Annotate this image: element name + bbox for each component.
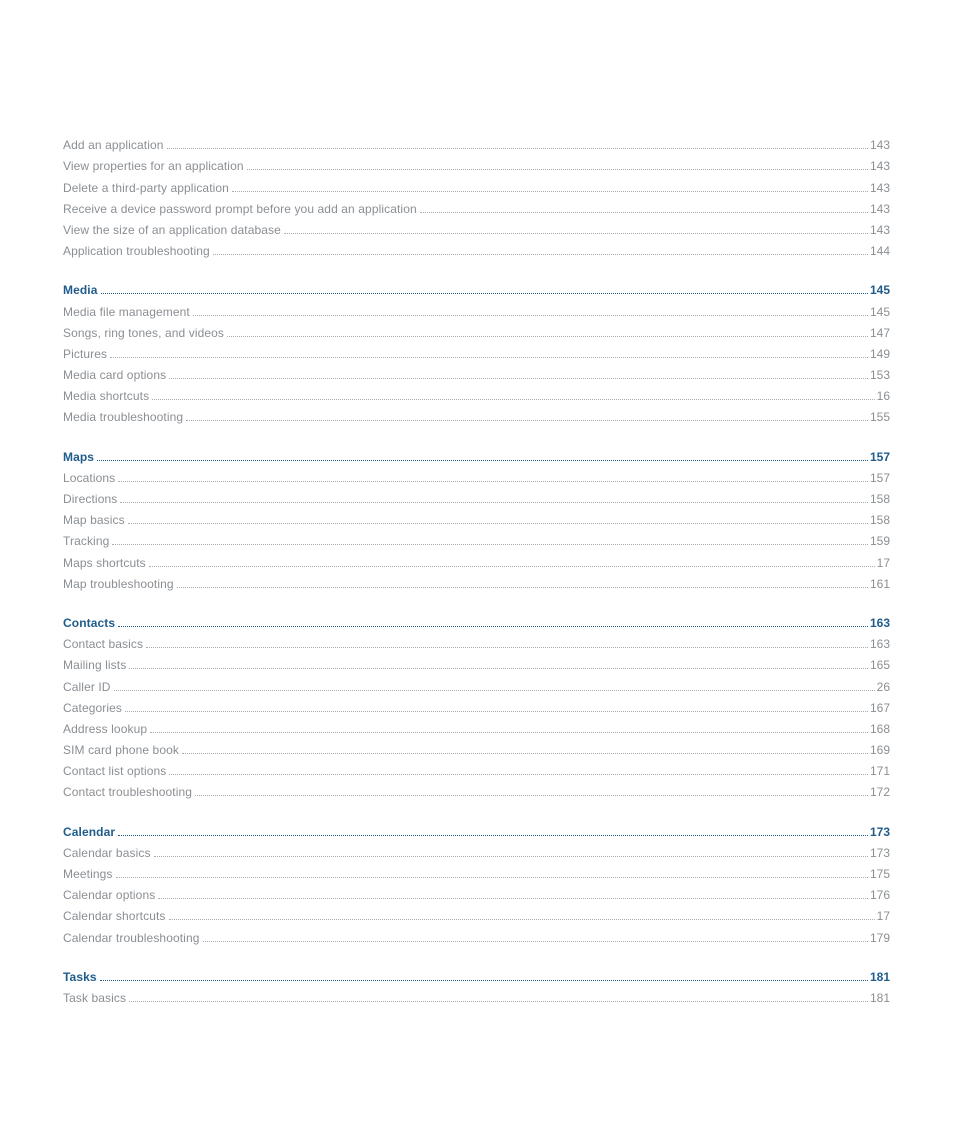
- toc-entry-page: 159: [869, 534, 890, 549]
- toc-heading-title: Contacts: [63, 615, 116, 630]
- dot-leader: [118, 835, 868, 836]
- toc-entry-page: 145: [869, 304, 890, 319]
- toc-entry-page: 165: [869, 658, 890, 673]
- dot-leader: [128, 523, 868, 524]
- dot-leader: [116, 877, 868, 878]
- toc-entry-page: 167: [869, 700, 890, 715]
- toc-heading-media[interactable]: [63, 276, 890, 297]
- dot-leader: [101, 293, 868, 294]
- toc-section-tasks: [63, 963, 890, 1005]
- toc-entry[interactable]: [63, 757, 890, 778]
- toc-heading-tasks[interactable]: [63, 963, 890, 984]
- toc-heading-title: Calendar: [63, 824, 116, 839]
- toc-entry-title: Delete a third-party application: [63, 180, 229, 195]
- dot-leader: [169, 919, 875, 920]
- dot-leader: [129, 668, 868, 669]
- toc-entry-title: Calendar troubleshooting: [63, 930, 200, 945]
- toc-entry-title: Maps shortcuts: [63, 555, 146, 570]
- toc-entry[interactable]: [63, 173, 890, 194]
- toc-section-applications: [63, 131, 890, 258]
- toc-entry-page: 158: [869, 513, 890, 528]
- toc-entry-title: Add an application: [63, 138, 164, 153]
- dot-leader: [169, 774, 868, 775]
- toc-entry-title: View the size of an application database: [63, 222, 281, 237]
- dot-leader: [167, 148, 868, 149]
- toc-entry-page: 172: [869, 785, 890, 800]
- toc-entry-title: Calendar shortcuts: [63, 909, 166, 924]
- toc-entry-title: Media troubleshooting: [63, 410, 184, 425]
- toc-entry[interactable]: [63, 237, 890, 258]
- toc-entry[interactable]: [63, 630, 890, 651]
- toc-entry-page: 143: [869, 222, 890, 237]
- toc-entry[interactable]: [63, 131, 890, 152]
- dot-leader: [146, 647, 868, 648]
- toc-entry[interactable]: [63, 216, 890, 237]
- dot-leader: [110, 357, 868, 358]
- dot-leader: [213, 254, 868, 255]
- dot-leader: [114, 690, 875, 691]
- toc-entry[interactable]: [63, 881, 890, 902]
- toc-entry-title: Calendar options: [63, 888, 156, 903]
- toc-entry-page: 163: [869, 637, 890, 652]
- toc-entry[interactable]: [63, 152, 890, 173]
- toc-heading-page: 145: [869, 283, 890, 298]
- toc-entry-page: 153: [869, 368, 890, 383]
- toc-entry-page: 161: [869, 576, 890, 591]
- toc-heading-title: Tasks: [63, 969, 97, 984]
- dot-leader: [97, 460, 868, 461]
- toc-entry-title: Calendar basics: [63, 845, 151, 860]
- toc-entry-title: Contact list options: [63, 764, 167, 779]
- toc-entry-title: SIM card phone book: [63, 743, 179, 758]
- dot-leader: [232, 191, 868, 192]
- toc-entry-page: 17: [876, 909, 890, 924]
- toc-heading-calendar[interactable]: [63, 817, 890, 838]
- dot-leader: [149, 566, 875, 567]
- toc-entry-page: 176: [869, 888, 890, 903]
- dot-leader: [120, 502, 868, 503]
- toc-entry-page: 171: [869, 764, 890, 779]
- dot-leader: [420, 212, 868, 213]
- toc-entry-page: 144: [869, 244, 890, 259]
- toc-heading-title: Maps: [63, 449, 95, 464]
- toc-entry[interactable]: [63, 651, 890, 672]
- toc-entry[interactable]: [63, 694, 890, 715]
- dot-leader: [125, 711, 868, 712]
- toc-entry[interactable]: [63, 506, 890, 527]
- toc-entry[interactable]: [63, 527, 890, 548]
- dot-leader: [284, 233, 868, 234]
- toc-entry-page: 16: [876, 389, 890, 404]
- dot-leader: [100, 980, 868, 981]
- dot-leader: [186, 420, 868, 421]
- toc-entry[interactable]: [63, 778, 890, 799]
- toc-entry[interactable]: [63, 860, 890, 881]
- toc-entry-page: 173: [869, 845, 890, 860]
- toc-entry-page: 158: [869, 492, 890, 506]
- toc-heading-page: 181: [869, 969, 890, 984]
- toc-entry[interactable]: [63, 485, 890, 506]
- dot-leader: [169, 378, 868, 379]
- toc-entry-page: 143: [869, 201, 890, 216]
- dot-leader: [112, 544, 868, 545]
- toc-entry-title: Media file management: [63, 304, 190, 319]
- toc-entry-title: Directions: [63, 492, 118, 506]
- toc-entry-title: Mailing lists: [63, 658, 127, 673]
- toc-entry-title: Map troubleshooting: [63, 576, 174, 591]
- toc-heading-title: Media: [63, 283, 98, 298]
- toc-heading-maps[interactable]: [63, 442, 890, 463]
- toc-entry-title: Categories: [63, 700, 123, 715]
- toc-section-calendar: [63, 817, 890, 944]
- toc-entry[interactable]: [63, 297, 890, 318]
- toc-heading-page: 163: [869, 615, 890, 630]
- dot-leader: [177, 587, 868, 588]
- toc-section-maps: [63, 442, 890, 590]
- toc-entry[interactable]: [63, 464, 890, 485]
- toc-entry-page: 175: [869, 867, 890, 881]
- toc-section-contacts: [63, 609, 890, 800]
- toc-entry-title: Application troubleshooting: [63, 244, 210, 259]
- toc-entry-title: Tracking: [63, 534, 110, 549]
- toc-entry-title: Address lookup: [63, 721, 148, 736]
- toc-entry-page: 157: [869, 470, 890, 485]
- toc-entry[interactable]: [63, 923, 890, 944]
- toc-entry-page: 143: [869, 159, 890, 174]
- dot-leader: [193, 315, 868, 316]
- dot-leader: [152, 399, 874, 400]
- dot-leader: [195, 795, 868, 796]
- toc-entry[interactable]: [63, 736, 890, 757]
- toc-entry-page: 17: [876, 555, 890, 570]
- toc-entry[interactable]: [63, 570, 890, 591]
- toc-entry[interactable]: [63, 839, 890, 860]
- toc-entry-title: Receive a device password prompt before you add an application: [63, 201, 417, 216]
- toc-entry[interactable]: [63, 340, 890, 361]
- toc-entry-page: 181: [869, 990, 890, 1005]
- toc-entry-page: 168: [869, 721, 890, 736]
- toc-entry-title: Locations: [63, 470, 116, 485]
- toc-entry-title: Media shortcuts: [63, 389, 150, 404]
- toc-entry[interactable]: [63, 902, 890, 923]
- toc-entry-page: 143: [869, 180, 890, 195]
- toc-entry[interactable]: [63, 715, 890, 736]
- dot-leader: [150, 732, 868, 733]
- toc-entry-title: Contact troubleshooting: [63, 785, 193, 800]
- dot-leader: [182, 753, 868, 754]
- toc-heading-page: 173: [869, 824, 890, 839]
- toc-entry-page: 26: [876, 679, 890, 694]
- toc-entry[interactable]: [63, 319, 890, 340]
- toc-entry-title: Meetings: [63, 867, 113, 881]
- toc-entry[interactable]: [63, 403, 890, 424]
- toc-entry-title: Contact basics: [63, 637, 144, 652]
- toc-entry-page: 147: [869, 325, 890, 340]
- toc-entry-title: View properties for an application: [63, 159, 244, 174]
- toc-entry-title: Caller ID: [63, 679, 111, 694]
- toc-entry[interactable]: [63, 195, 890, 216]
- toc-entry-page: 179: [869, 930, 890, 945]
- toc-entry[interactable]: [63, 361, 890, 382]
- toc-entry-page: 155: [869, 410, 890, 425]
- dot-leader: [247, 169, 868, 170]
- dot-leader: [227, 336, 868, 337]
- toc-entry-page: 143: [869, 138, 890, 153]
- dot-leader: [118, 481, 868, 482]
- toc-entry-title: Songs, ring tones, and videos: [63, 325, 225, 340]
- dot-leader: [118, 626, 868, 627]
- toc-heading-contacts[interactable]: [63, 609, 890, 630]
- dot-leader: [154, 856, 868, 857]
- table-of-contents: [63, 131, 890, 1023]
- toc-heading-page: 157: [869, 449, 890, 464]
- toc-entry[interactable]: [63, 548, 890, 569]
- toc-entry-title: Map basics: [63, 513, 125, 528]
- toc-entry-page: 169: [869, 743, 890, 758]
- toc-entry[interactable]: [63, 984, 890, 1005]
- toc-entry-page: 149: [869, 346, 890, 361]
- toc-entry-title: Pictures: [63, 346, 108, 361]
- toc-section-media: [63, 276, 890, 424]
- toc-entry[interactable]: [63, 672, 890, 693]
- toc-entry[interactable]: [63, 382, 890, 403]
- toc-entry-title: Task basics: [63, 990, 127, 1005]
- dot-leader: [203, 941, 868, 942]
- toc-entry-title: Media card options: [63, 368, 167, 383]
- dot-leader: [129, 1001, 868, 1002]
- dot-leader: [158, 898, 868, 899]
